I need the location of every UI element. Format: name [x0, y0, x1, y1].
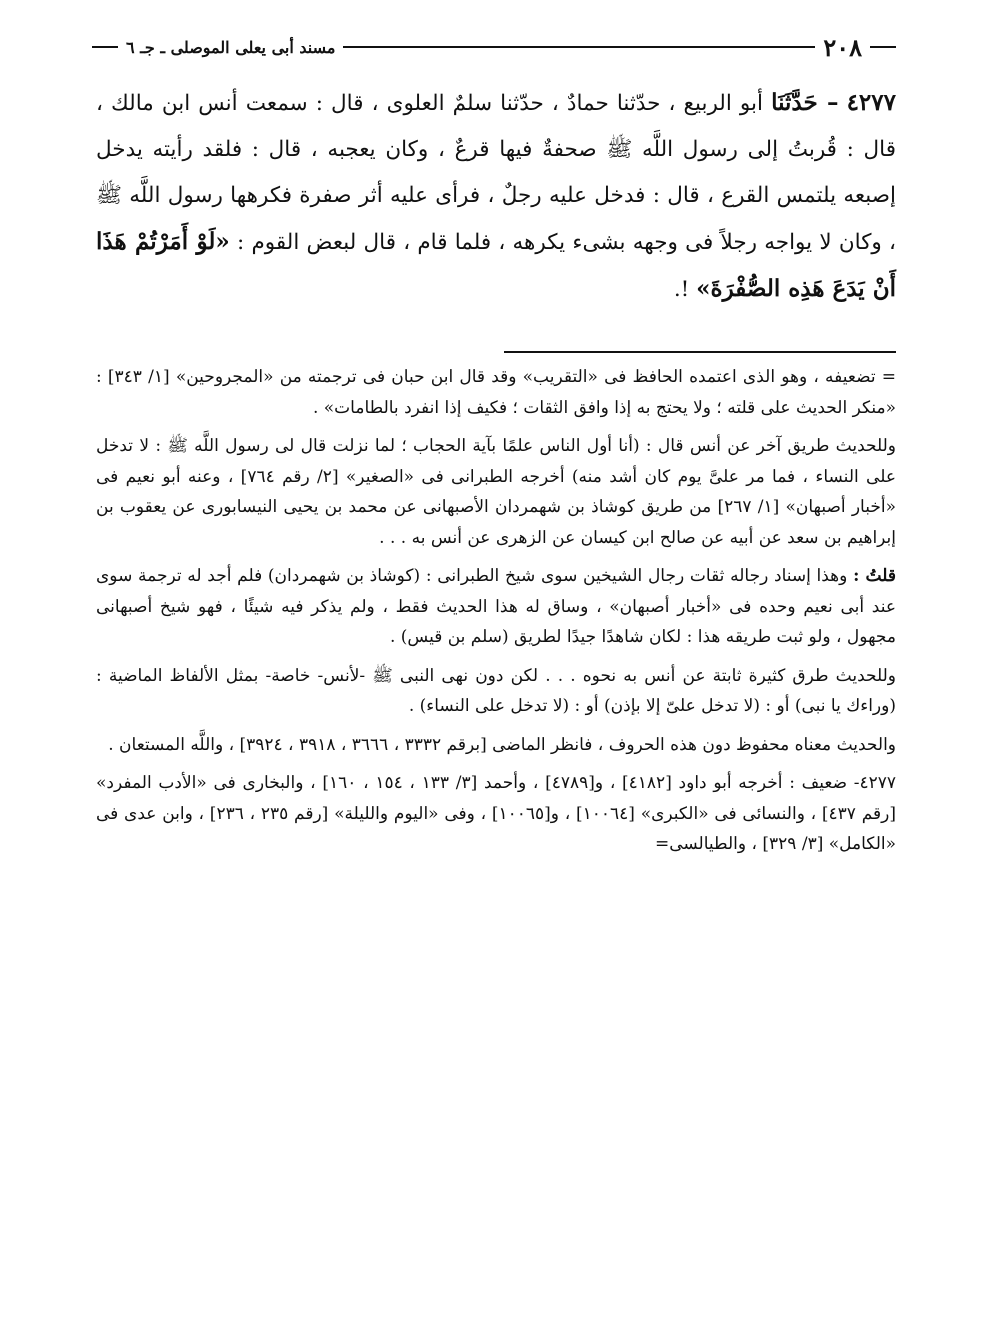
header-rule [343, 46, 815, 48]
footnote-separator [504, 351, 896, 353]
hadith-text-block [96, 80, 896, 313]
hadith-quote: «لَوْ أَمَرْتُمْ هَذَا أَنْ يَدَعَ هَذِه الصُّفْرَةَ» [96, 228, 896, 302]
footnote-paragraph-4: وللحديث طرق كثيرة ثابتة عن أنس به نحوه . . . لكن دون نهى النبى ﷺ -لأنس- خاصة- بمثل الألفاظ الماضية : (وراءك يا نبى) أو : (لا تدخل علىّ إلا بإذن) أو : (لا تدخل على النساء) . [96, 665, 896, 716]
footnote-paragraph-1: = تضعيفه ، وهو الذى اعتمده الحافظ فى «التقريب» وقد قال ابن حبان فى ترجمته من «المجروحين» [١/ ٣٤٣] : «منكر الحديث على قلته ؛ ولا يحتج به إذا وافق الثقات ؛ فكيف إذا انفرد بالطامات» . [96, 367, 896, 418]
hadith-number: ٤٢٧٧ [846, 89, 896, 116]
hadith-body: أبو الربيع ، حدّثنا حمادٌ ، حدّثنا سلمٌ العلوى ، قال : سمعت أنس ابن مالك ، قال : قُربتُ إلى رسول اللَّه ﷺ صحفةٌ فيها قرعٌ ، وكان يعجبه ، قال : فلقد رأيته يدخل إصبعه يلتمس القرع ، قال : فدخل عليه رجلٌ ، فرأى عليه أثر صفرة فكرهها رسول اللَّه ﷺ ، وكان لا يواجه رجلاً فى وجهه بشىء يكرهه ، فلما قام ، قال لبعض القوم : [96, 91, 896, 255]
footnote-paragraph-3 [96, 561, 896, 653]
hadith-ending: !. [673, 277, 690, 302]
page-header [92, 30, 896, 64]
footnote-label-qultu: قلتُ : [853, 566, 896, 586]
hadith-isnad-start: – حَدَّثَنَا [771, 89, 839, 116]
header-dash [870, 46, 896, 48]
footnote-paragraph-3-text: وهذا إسناد رجاله ثقات رجال الشيخين سوى شيخ الطبرانى : (كوشاذ بن شهمردان) فلم أجد له ترجمة سوى عند أبى نعيم وحده فى «أخبار أصبهان» ، وساق له هذا الحديث فقط ، ولم يذكر فيه شيئًا ، فهو شيخ أصبهانى مجهول ، ولو ثبت طريقه هذا : لكان شاهدًا جيدًا لطريق (سلم بن قيس) . [96, 566, 896, 647]
footnote-paragraph-2: وللحديث طريق آخر عن أنس قال : (أنا أول الناس علمًا بآية الحجاب ؛ لما نزلت قال لى رسول اللَّه ﷺ : لا تدخل على النساء ، فما مر علىَّ يوم كان أشد منه) أخرجه الطبرانى فى «الصغير» [٢/ رقم ٧٦٤] ، وعنه أبو نعيم فى «أخبار أصبهان» [١/ ٢٦٧] من طريق كوشاذ بن شهمردان الأصبهانى عن محمد بن يحيى النيسابورى عن يعقوب بن إبراهيم بن سعد عن أبيه عن صالح ابن كيسان عن الزهرى عن أنس به . . . [96, 436, 896, 548]
footnote-paragraph-5: والحديث معناه محفوظ دون هذه الحروف ، فانظر الماضى [برقم ٣٣٣٢ ، ٣٦٦٦ ، ٣٩١٨ ، ٣٩٢٤] ، واللَّه المستعان . [108, 734, 896, 755]
page-number: ٢٠٨ [823, 32, 862, 62]
footnote-paragraph-6: ٤٢٧٧- ضعيف : أخرجه أبو داود [٤١٨٢] ، و[٤٧٨٩] ، وأحمد [٣/ ١٣٣ ، ١٥٤ ، ١٦٠] ، والبخارى فى «الأدب المفرد» [رقم ٤٣٧] ، والنسائى فى «الكبرى» [١٠٠٦٤] ، و[١٠٠٦٥] ، وفى «اليوم والليلة» [رقم ٢٣٥ ، ٢٣٦] ، وابن عدى فى «الكامل» [٣/ ٣٢٩] ، والطيالسى= [96, 773, 897, 854]
book-title: مسند أبى يعلى الموصلى ـ جـ ٦ [126, 37, 336, 57]
header-dash-end [92, 46, 118, 48]
footnotes-block [96, 362, 896, 868]
